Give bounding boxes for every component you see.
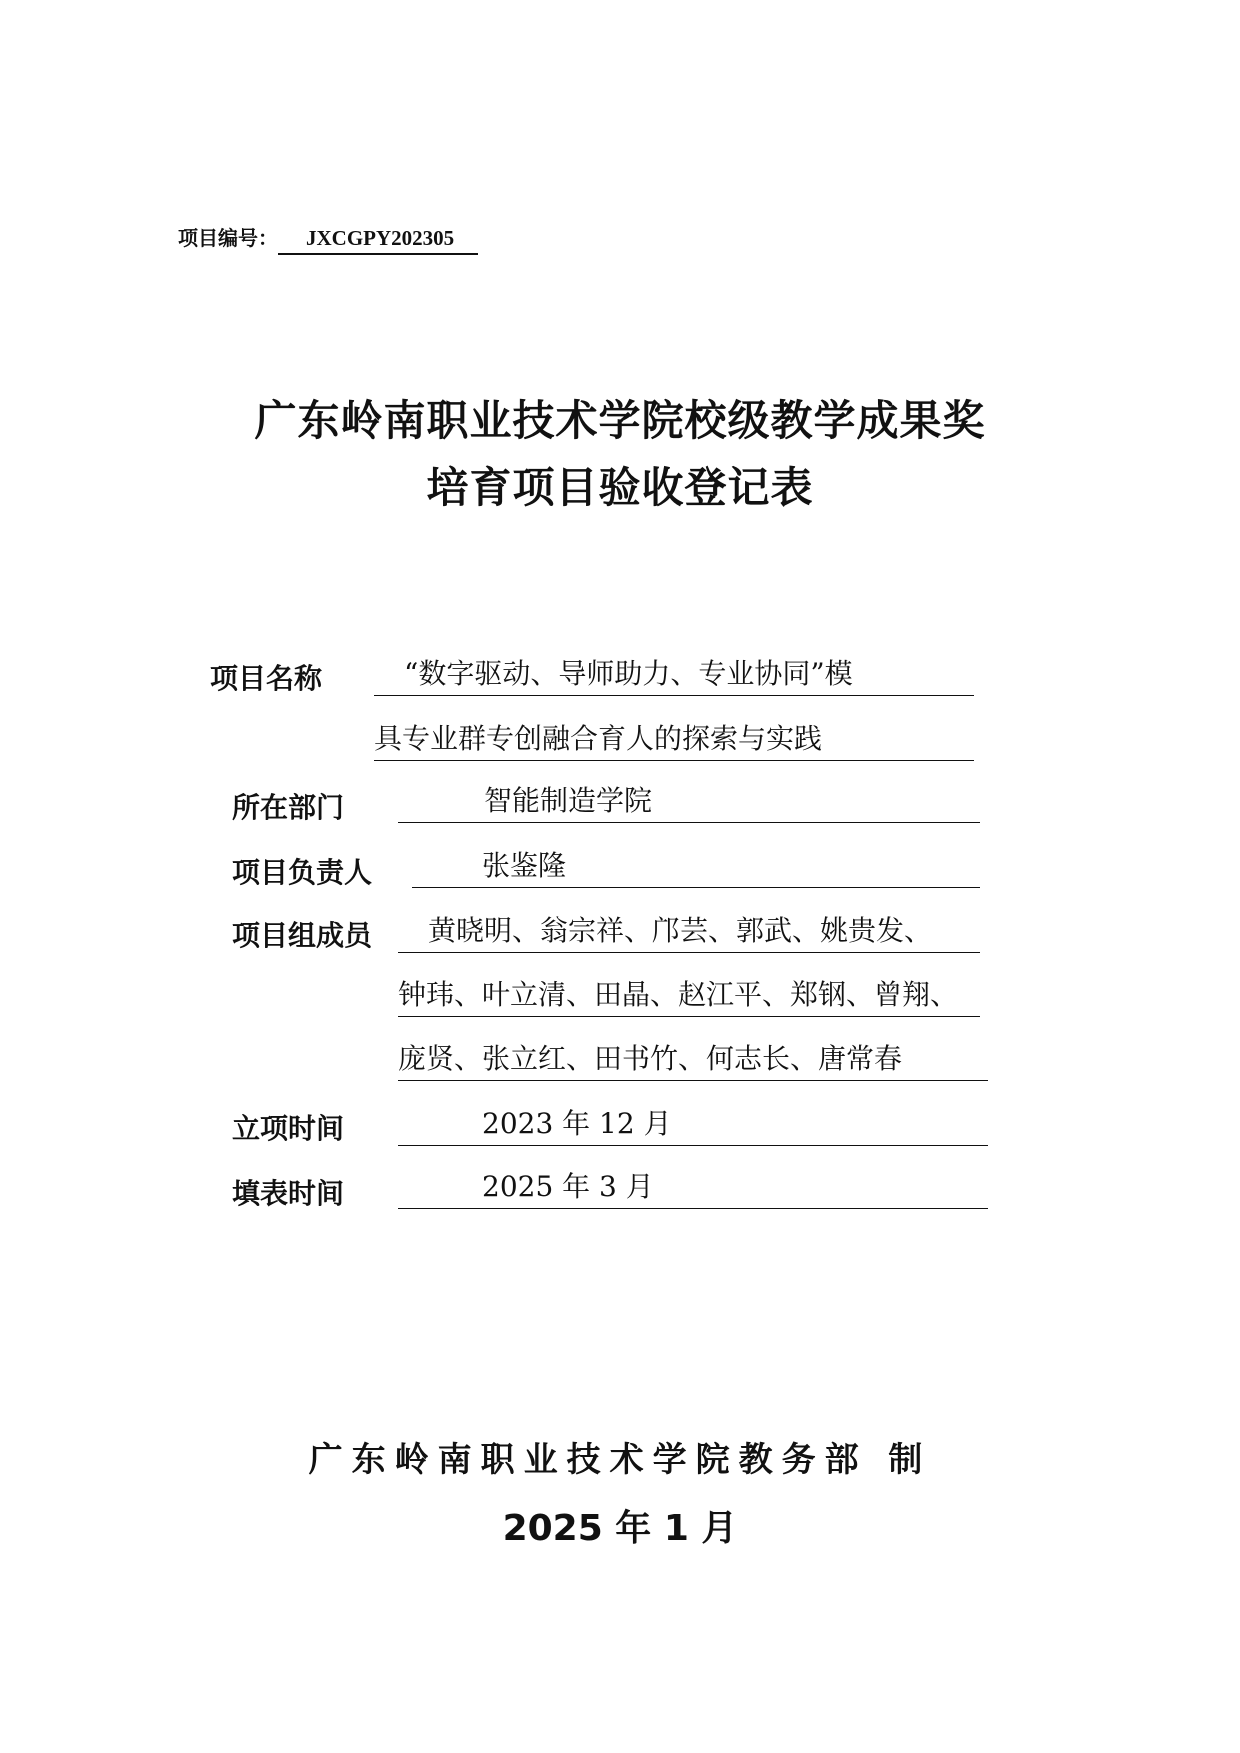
leader-line	[412, 847, 980, 888]
members-line2	[398, 976, 980, 1017]
members-text2: 钟玮、叶立清、田晶、赵江平、郑钢、曾翔、	[398, 978, 959, 1011]
project-number-value: JXCGPY202305	[278, 226, 478, 255]
footer-date: 2025 年 1 月	[502, 1508, 738, 1549]
department-value: 智能制造学院	[484, 784, 653, 817]
department-line	[398, 782, 980, 823]
start-date-label: 立项时间	[232, 1112, 345, 1145]
fill-date-line	[398, 1168, 988, 1209]
document-title-line1: 广东岭南职业技术学院校级教学成果奖	[254, 396, 986, 445]
project-number-label: 项目编号：	[178, 226, 278, 250]
document-title-line2: 培育项目验收登记表	[426, 463, 814, 512]
department-label: 所在部门	[232, 791, 345, 824]
members-text3: 庞贤、张立红、田书竹、何志长、唐常春	[398, 1042, 903, 1075]
footer-organization: 广东岭南职业技术学院教务部 制	[308, 1440, 932, 1480]
fill-date-label: 填表时间	[232, 1177, 345, 1210]
fill-date-value: 2025 年 3 月	[482, 1170, 654, 1203]
project-name-line1	[374, 655, 974, 696]
project-name-text2: 具专业群专创融合育人的探索与实践	[374, 722, 823, 755]
members-text1: 黄晓明、翁宗祥、邝芸、郭武、姚贵发、	[428, 914, 933, 947]
start-date-value: 2023 年 12 月	[482, 1107, 672, 1140]
project-name-label: 项目名称	[210, 662, 323, 695]
leader-value: 张鉴隆	[482, 849, 567, 882]
start-date-line	[398, 1105, 988, 1146]
project-name-line2	[374, 720, 974, 761]
project-name-text1: “数字驱动、导师助力、专业协同”模	[404, 657, 853, 690]
leader-label: 项目负责人	[232, 856, 373, 889]
members-line3	[398, 1040, 988, 1081]
members-label: 项目组成员	[232, 919, 373, 952]
members-line1	[398, 912, 980, 953]
project-number	[178, 222, 478, 255]
